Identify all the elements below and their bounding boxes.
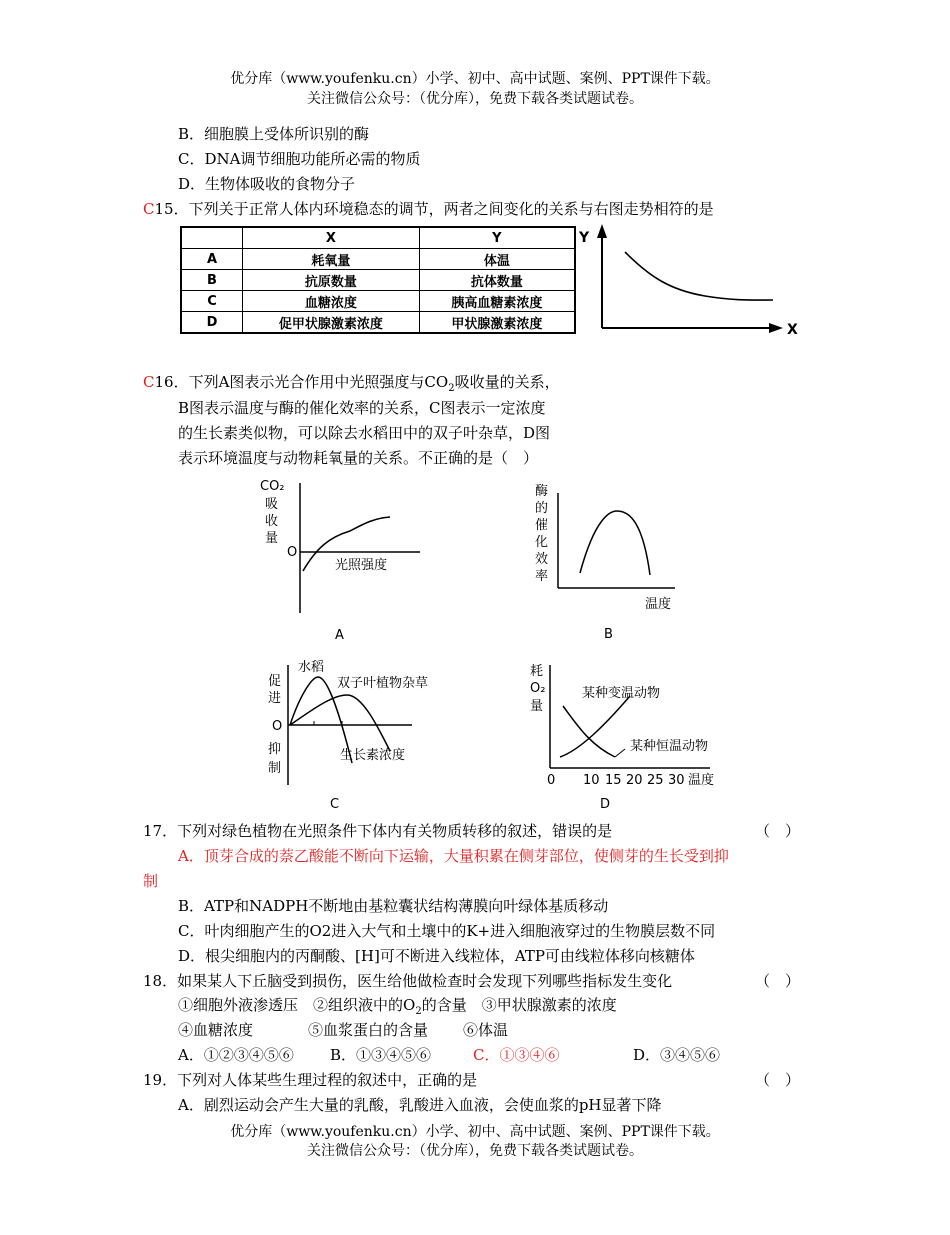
q14-option-b: B．细胞膜上受体所识别的酶	[178, 125, 370, 143]
table-cell: Y	[419, 227, 575, 249]
figure-a	[255, 475, 425, 645]
q16-stem-line-1	[143, 371, 560, 394]
header-line-1: 优分库（www.youfenku.cn）小学、初中、高中试题、案例、PPT课件下载。	[230, 71, 720, 87]
table-cell: 胰高血糖素浓度	[419, 291, 575, 312]
y-axis-arrow	[597, 224, 607, 238]
table-row	[181, 270, 575, 291]
figure-c	[262, 655, 462, 815]
table-row	[181, 249, 575, 270]
q18-stem: 18．如果某人下丘脑受到损伤，医生给他做检查时会发现下列哪些指标发生变化	[143, 972, 673, 990]
fig-c-x-label: 生长素浓度	[340, 748, 406, 763]
fig-c-curve1-label: 水稻	[298, 660, 325, 675]
fig-d-y-label: O₂	[530, 681, 546, 696]
q18-items-line2	[178, 1019, 509, 1040]
table-cell: 甲状腺激素浓度	[419, 312, 575, 334]
q17-paren: （ ）	[755, 822, 801, 840]
fig-c-weed-curve	[290, 695, 390, 751]
fig-a-y-label: CO₂	[260, 479, 285, 494]
fig-d-caption: D	[600, 797, 611, 812]
q15-stem-text: 15．下列关于正常人体内环境稳态的调节，两者之间变化的关系与右图走势相符的是	[154, 200, 714, 218]
y-axis-label: Y	[579, 230, 590, 246]
footer-line-2: 关注微信公众号：（优分库），免费下载各类试题试卷。	[307, 1143, 643, 1159]
q17-option-a-line2: 制	[143, 872, 159, 890]
fig-c-caption: C	[330, 797, 340, 812]
fig-b-caption: B	[604, 627, 613, 642]
fig-d-x-label: 温度	[688, 773, 715, 788]
q16-stem-line-4: 表示环境温度与动物耗氧量的关系。不正确的是（ ）	[178, 449, 539, 467]
fig-d-tick: 15	[605, 773, 622, 788]
header-line-2: 关注微信公众号：（优分库），免费下载各类试题试卷。	[307, 91, 643, 107]
fig-a-y-label: 吸	[265, 497, 279, 512]
fig-d-curve1-label: 某种变温动物	[582, 686, 661, 701]
q16-stem-text: 16．下列A图表示光合作用中光照强度与CO	[154, 373, 449, 391]
table-cell: B	[181, 270, 243, 291]
table-cell: 抗体数量	[419, 270, 575, 291]
table-cell: 体温	[419, 249, 575, 270]
q16-stem-text-tail: 吸收量的关系，	[454, 373, 560, 391]
q17-option-d: D．根尖细胞内的丙酮酸、[H]可不断进入线粒体，ATP可由线粒体移向核糖体	[178, 947, 695, 965]
fig-d-poikilotherm-curve	[563, 706, 615, 757]
fig-c-y-top: 促	[268, 674, 282, 689]
q18-item: ⑤血浆蛋白的含量	[308, 1021, 429, 1039]
fig-d-curve2-label: 某种恒温动物	[630, 739, 709, 754]
table-cell: 促甲状腺激素浓度	[243, 312, 420, 334]
q18-items-line1	[178, 994, 617, 1017]
fig-c-origin: O	[272, 719, 283, 734]
q15-trend-graph	[575, 222, 805, 340]
table-cell	[181, 227, 243, 249]
table-cell: 抗原数量	[243, 270, 420, 291]
fig-b-y-label: 率	[535, 569, 549, 584]
q15-answer: C	[143, 200, 155, 218]
table-cell: C	[181, 291, 243, 312]
fig-d-y-label: 量	[530, 699, 544, 714]
table-cell: X	[243, 227, 420, 249]
fig-c-y-bottom: 制	[268, 761, 282, 776]
fig-d-leader-line	[615, 749, 625, 757]
fig-d-tick: 0	[547, 773, 556, 788]
fig-b-y-label: 的	[535, 501, 549, 516]
table-row	[181, 312, 575, 334]
fig-b-y-label: 效	[535, 552, 549, 567]
fig-b-y-label: 催	[535, 518, 549, 533]
fig-d-tick: 25	[647, 773, 664, 788]
q19-stem: 19．下列对人体某些生理过程的叙述中，正确的是	[143, 1071, 478, 1089]
table-row	[181, 227, 575, 249]
q16-answer: C	[143, 373, 155, 391]
fig-b-y-label: 化	[535, 535, 549, 550]
fig-a-origin: O	[287, 545, 298, 560]
fig-a-y-label: 收	[265, 514, 279, 529]
table-row	[181, 291, 575, 312]
figure-d	[525, 660, 740, 815]
q17-stem: 17．下列对绿色植物在光照条件下体内有关物质转移的叙述，错误的是	[143, 822, 613, 840]
table-cell: 耗氧量	[243, 249, 420, 270]
q18-item: ③甲状腺激素的浓度	[481, 996, 617, 1014]
q18-item: ④血糖浓度	[178, 1021, 254, 1039]
q15-table	[180, 226, 576, 334]
q18-option-a: A．①②③④⑤⑥	[178, 1046, 294, 1064]
q18-option-c: C．①③④⑥	[473, 1046, 560, 1064]
table-cell: D	[181, 312, 243, 334]
fig-c-y-bottom: 抑	[268, 742, 282, 757]
q14-option-d: D．生物体吸收的食物分子	[178, 175, 356, 193]
o2-subscript: 2	[415, 1006, 422, 1017]
q19-paren: （ ）	[755, 1071, 801, 1089]
q18-option-d: D．③④⑤⑥	[633, 1046, 721, 1064]
q15-stem	[143, 198, 714, 219]
fig-b-y-label: 酶	[535, 484, 549, 499]
footer-line-1: 优分库（www.youfenku.cn）小学、初中、高中试题、案例、PPT课件下载。	[230, 1124, 720, 1140]
fig-d-tick: 10	[583, 773, 600, 788]
q18-item: ⑥体温	[463, 1021, 509, 1039]
q16-stem-line-3: 的生长素类似物，可以除去水稻田中的双子叶杂草，D图	[178, 424, 551, 442]
q17-option-a-line1: A．顶芽合成的萘乙酸能不断向下运输，大量积累在侧芽部位，使侧芽的生长受到抑	[178, 847, 729, 865]
fig-d-tick: 20	[626, 773, 643, 788]
q17-option-c: C．叶肉细胞产生的O2进入大气和土壤中的K+进入细胞液穿过的生物膜层数不同	[178, 922, 716, 940]
fig-b-curve	[580, 511, 650, 575]
fig-d-homeotherm-curve	[560, 696, 630, 757]
q18-option-b: B．①③④⑤⑥	[330, 1046, 432, 1064]
x-axis-label: X	[787, 322, 798, 338]
q14-option-c: C．DNA调节细胞功能所必需的物质	[178, 150, 421, 168]
q16-stem-line-2: B图表示温度与酶的催化效率的关系，C图表示一定浓度	[178, 399, 546, 417]
q17-option-b: B．ATP和NADPH不断地由基粒囊状结构薄膜向叶绿体基质移动	[178, 897, 609, 915]
x-axis-arrow	[769, 323, 783, 333]
q18-item-tail: 的含量	[421, 996, 467, 1014]
table-cell: A	[181, 249, 243, 270]
q18-paren: （ ）	[755, 972, 801, 990]
fig-a-caption: A	[335, 628, 344, 643]
q19-option-a: A．剧烈运动会产生大量的乳酸，乳酸进入血液，会使血浆的pH显著下降	[178, 1096, 662, 1114]
q18-item: ①细胞外液渗透压	[178, 996, 299, 1014]
fig-c-curve2-label: 双子叶植物杂草	[337, 676, 429, 691]
fig-d-y-label: 耗	[530, 664, 544, 679]
figure-b	[525, 483, 690, 643]
fig-c-y-top: 进	[268, 691, 282, 706]
table-cell: 血糖浓度	[243, 291, 420, 312]
co2-subscript: 2	[448, 383, 455, 394]
fig-b-x-label: 温度	[645, 597, 672, 612]
fig-d-tick: 30	[668, 773, 685, 788]
fig-a-x-label: 光照强度	[335, 558, 388, 573]
q18-item: ②组织液中的O	[313, 996, 416, 1014]
fig-a-y-label: 量	[265, 531, 279, 546]
decreasing-curve	[625, 252, 773, 300]
